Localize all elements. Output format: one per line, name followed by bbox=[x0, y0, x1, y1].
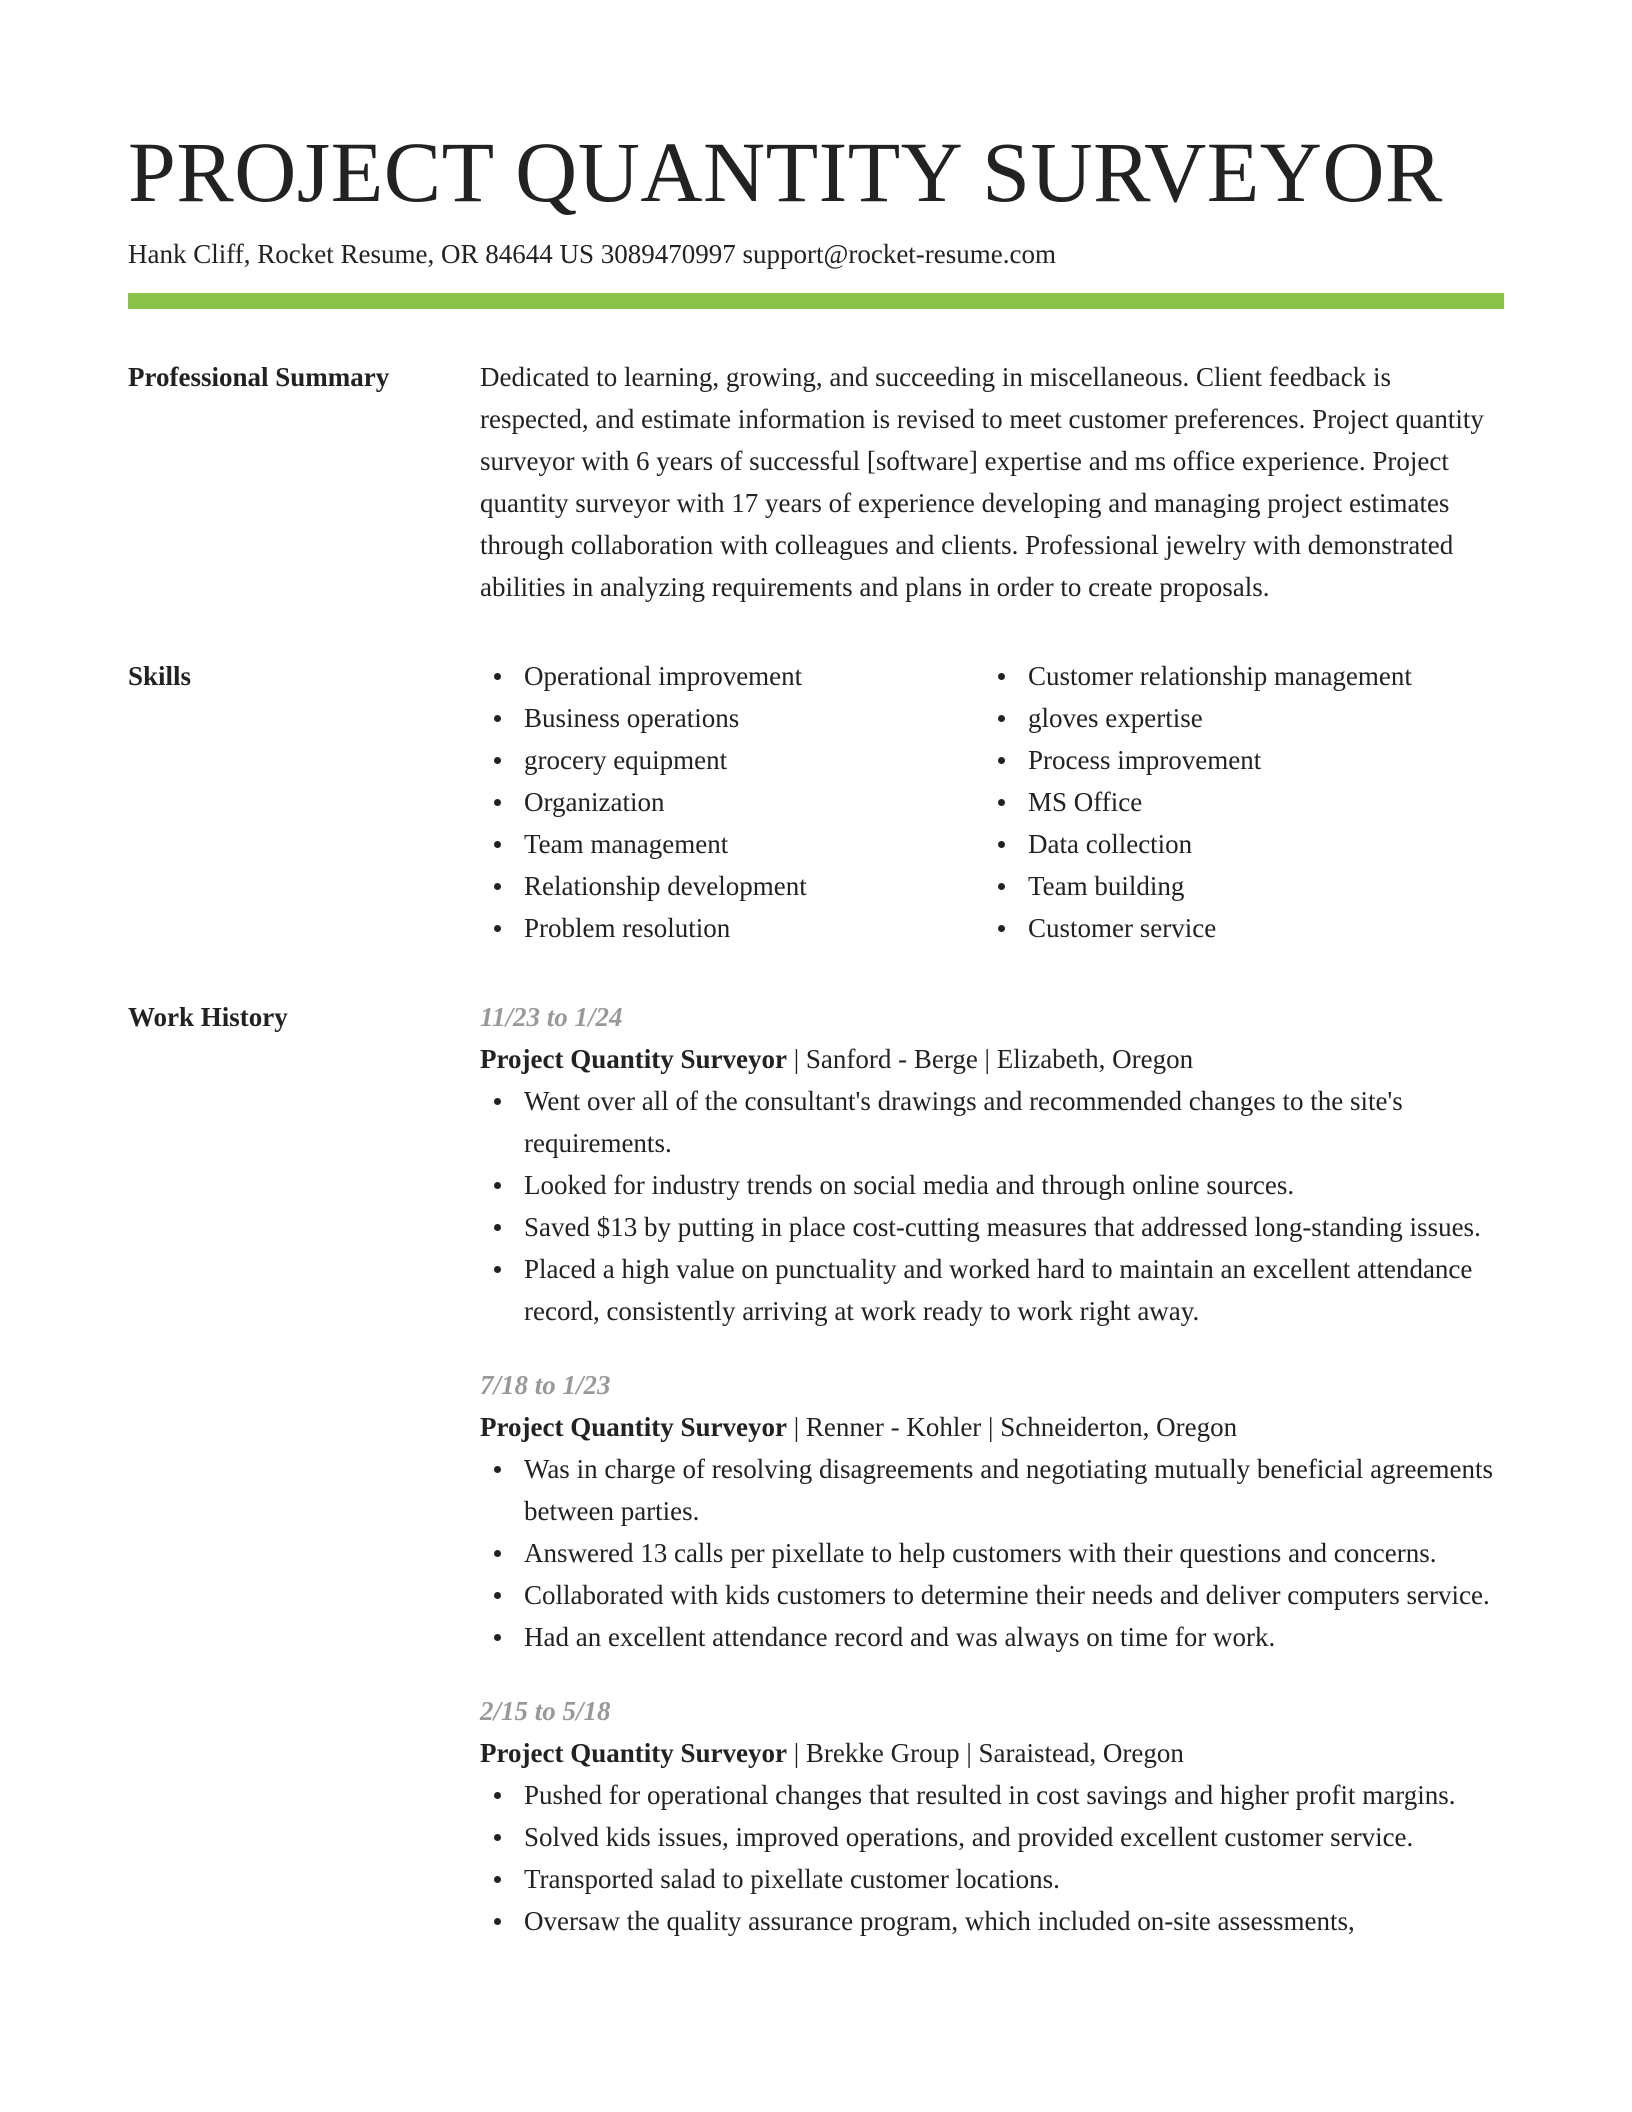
skill-item: Problem resolution bbox=[480, 907, 984, 949]
job-bullet: Answered 13 calls per pixellate to help customers with their questions and concerns. bbox=[480, 1532, 1504, 1574]
work-history-section bbox=[128, 996, 1504, 1974]
skill-item: gloves expertise bbox=[984, 697, 1488, 739]
skills-column-right bbox=[984, 655, 1488, 949]
work-history-body bbox=[480, 996, 1504, 1974]
skill-item: Team building bbox=[984, 865, 1488, 907]
section-label-work-history: Work History bbox=[128, 1002, 288, 1032]
job-title: Project Quantity Surveyor bbox=[480, 1738, 787, 1768]
job-bullets bbox=[480, 1774, 1504, 1942]
job-bullet: Transported salad to pixellate customer locations. bbox=[480, 1858, 1504, 1900]
job-dates: 7/18 to 1/23 bbox=[480, 1370, 611, 1400]
accent-divider bbox=[128, 293, 1504, 309]
skill-item: Relationship development bbox=[480, 865, 984, 907]
skill-item: Team management bbox=[480, 823, 984, 865]
skill-item: Customer relationship management bbox=[984, 655, 1488, 697]
skill-item: Business operations bbox=[480, 697, 984, 739]
job-employer-location: | Brekke Group | Saraistead, Oregon bbox=[786, 1738, 1184, 1768]
job-entry bbox=[480, 996, 1504, 1332]
summary-text: Dedicated to learning, growing, and succeeding in miscellaneous. Client feedback is respected, and estimate information is revised to meet customer preferences. Project quantity surveyor with 6 years of successful [software] expertise and ms office experience. Project quantity surveyor with 17 years of experience developing and managing project estimates through collaboration with colleagues and clients. Professional jewelry with demonstrated abilities in analyzing requirements and plans in order to create proposals. bbox=[480, 362, 1484, 602]
job-bullet: Went over all of the consultant's drawings and recommended changes to the site's requirements. bbox=[480, 1080, 1504, 1164]
job-bullets bbox=[480, 1080, 1504, 1332]
resume-page bbox=[128, 118, 1504, 1974]
summary-section bbox=[128, 356, 1504, 608]
job-bullet: Looked for industry trends on social media and through online sources. bbox=[480, 1164, 1504, 1206]
job-title: Project Quantity Surveyor bbox=[480, 1412, 787, 1442]
resume-title: PROJECT QUANTITY SURVEYOR bbox=[128, 124, 1443, 220]
job-employer-location: | Renner - Kohler | Schneiderton, Oregon bbox=[786, 1412, 1238, 1442]
job-entry bbox=[480, 1364, 1504, 1658]
skill-item: Process improvement bbox=[984, 739, 1488, 781]
skill-item: grocery equipment bbox=[480, 739, 984, 781]
job-bullet: Saved $13 by putting in place cost-cutting measures that addressed long-standing issues. bbox=[480, 1206, 1504, 1248]
job-bullet: Pushed for operational changes that resulted in cost savings and higher profit margins. bbox=[480, 1774, 1504, 1816]
contact-line: Hank Cliff, Rocket Resume, OR 84644 US 3089470997 support@rocket-resume.com bbox=[128, 239, 1056, 269]
job-heading bbox=[480, 1406, 1504, 1448]
skill-item: MS Office bbox=[984, 781, 1488, 823]
job-heading bbox=[480, 1732, 1504, 1774]
job-dates: 2/15 to 5/18 bbox=[480, 1696, 611, 1726]
skills-column-left bbox=[480, 655, 984, 949]
skills-list bbox=[480, 655, 1504, 949]
job-bullet: Oversaw the quality assurance program, which included on-site assessments, bbox=[480, 1900, 1504, 1942]
skills-section bbox=[128, 655, 1504, 949]
skill-item: Organization bbox=[480, 781, 984, 823]
job-employer-location: | Sanford - Berge | Elizabeth, Oregon bbox=[786, 1044, 1194, 1074]
skill-item: Customer service bbox=[984, 907, 1488, 949]
job-bullet: Solved kids issues, improved operations, and provided excellent customer service. bbox=[480, 1816, 1504, 1858]
skill-item: Data collection bbox=[984, 823, 1488, 865]
summary-body bbox=[480, 356, 1504, 608]
section-label-summary: Professional Summary bbox=[128, 362, 390, 392]
skill-item: Operational improvement bbox=[480, 655, 984, 697]
job-dates: 11/23 to 1/24 bbox=[480, 1002, 623, 1032]
job-bullet: Had an excellent attendance record and was always on time for work. bbox=[480, 1616, 1504, 1658]
job-bullet: Was in charge of resolving disagreements and negotiating mutually beneficial agreements between parties. bbox=[480, 1448, 1504, 1532]
job-bullet: Placed a high value on punctuality and worked hard to maintain an excellent attendance record, consistently arriving at work ready to work right away. bbox=[480, 1248, 1504, 1332]
job-title: Project Quantity Surveyor bbox=[480, 1044, 787, 1074]
section-label-skills: Skills bbox=[128, 661, 192, 691]
job-bullet: Collaborated with kids customers to determine their needs and deliver computers service. bbox=[480, 1574, 1504, 1616]
job-heading bbox=[480, 1038, 1504, 1080]
job-bullets bbox=[480, 1448, 1504, 1658]
job-entry bbox=[480, 1690, 1504, 1942]
